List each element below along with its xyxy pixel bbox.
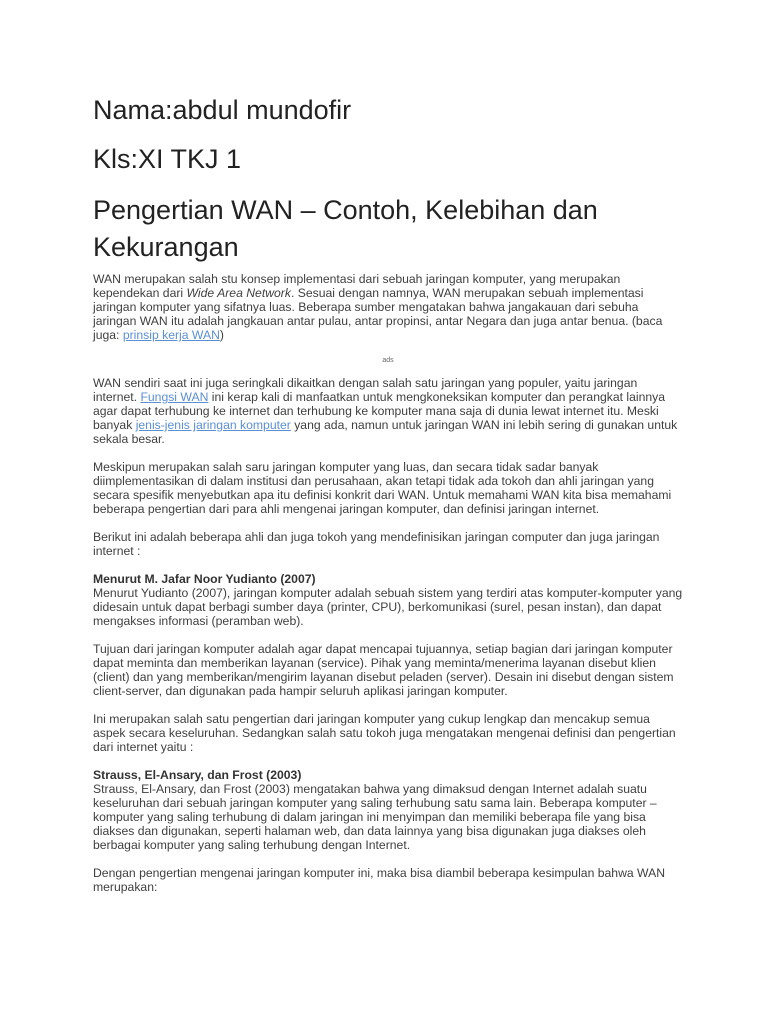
paragraph-text: ) (219, 328, 224, 342)
section-text: Strauss, El-Ansary, dan Frost (2003) mengatakan bahwa yang dimaksud dengan Internet adalah suatu keseluruhan dari sebuah jaringan komputer yang saling terhubung satu sama lain. Beberapa komputer – komputer yang saling terhubung di dalam jaringan ini menyimpan dan memiliki beberapa file yang bisa diakses dan digunakan, seperti halaman web, dan data lainnya yang bisa digunakan juga diakses oleh berbagai komputer yang saling terhubung dengan Internet. (93, 782, 657, 852)
student-name: Nama:abdul mundofir (93, 95, 352, 125)
paragraph-internet-intro: Ini merupakan salah satu pengertian dari jaringan komputer yang cukup lengkap dan mencakup semua aspek secara keseluruhan. Sedangkan salah satu tokoh juga mengatakan mengenai definisi dan pengertian dari internet yaitu : (93, 712, 676, 754)
paragraph-text: yang ada, namun untuk jaringan WAN ini lebih sering di gunakan untuk sekala besar. (93, 418, 678, 446)
paragraph-wan-internet (93, 376, 683, 446)
emphasis-text: Wide Area Network (186, 286, 291, 300)
paragraph-client-server: Tujuan dari jaringan komputer adalah agar dapat mencapai tujuannya, setiap bagian dari jaringan komputer dapat meminta dan memberikan layanan (service). Pihak yang meminta/menerima layanan disebut klien (client) dan yang memberikan/mengirim layanan disebut peladen (server). Desain ini disebut dengan sistem client-server, dan digunakan pada hampir seluruh aplikasi jaringan komputer. (93, 642, 674, 698)
student-class: Kls:XI TKJ 1 (93, 144, 242, 174)
paragraph-experts-intro: Berikut ini adalah beberapa ahli dan juga tokoh yang mendefinisikan jaringan computer dan juga jaringan internet : (93, 530, 660, 558)
link-fungsi-wan[interactable]: Fungsi WAN (140, 390, 209, 404)
section-heading: Menurut M. Jafar Noor Yudianto (2007) (93, 572, 316, 586)
link-prinsip-kerja-wan[interactable]: prinsip kerja WAN (122, 328, 220, 342)
article-body (93, 272, 683, 908)
paragraph-text: WAN sendiri saat ini juga seringkali dikaitkan dengan salah satu jaringan yang populer, yaitu jaringan internet. (93, 376, 638, 404)
paragraph-definition: Meskipun merupakan salah saru jaringan komputer yang luas, dan secara tidak sadar banyak diimplementasikan di dalam institusi dan perusahaan, akan tetapi tidak ada tokoh dan ahli jaringan yang secara spesifik menyebutkan apa itu definisi konkrit dari WAN. Untuk memahami WAN kita bisa memahami beberapa pengertian dari para ahli mengenai jaringan komputer, dan definisi jaringan internet. (93, 460, 672, 516)
paragraph-text: . Sesuai dengan namnya, WAN merupakan sebuah implementasi jaringan komputer yang sifatnya luas. Beberapa sumber mengatakan bahwa jangakauan dari sebuha jaringan WAN itu adalah jangkauan antar pulau, antar propinsi, antar Negara dan juga antar benua. (baca juga: (93, 286, 663, 342)
ads-label: ads (382, 357, 394, 364)
section-strauss (93, 768, 683, 852)
section-yudianto (93, 572, 683, 628)
section-text: Menurut Yudianto (2007), jaringan komputer adalah sebuah sistem yang terdiri atas komputer-komputer yang didesain untuk dapat berbagi sumber daya (printer, CPU), berkomunikasi (surel, pesan instan), dan dapat mengakses informasi (peramban web). (93, 586, 683, 628)
link-jenis-jaringan[interactable]: jenis-jenis jaringan komputer (135, 418, 291, 432)
paragraph-conclusion: Dengan pengertian mengenai jaringan komputer ini, maka bisa diambil beberapa kesimpulan bahwa WAN merupakan: (93, 866, 666, 894)
paragraph-text: ini kerap kali di manfaatkan untuk mengkoneksikan komputer dan perangkat lainnya agar dapat terhubung ke internet dan terhubung ke komputer mana saja di dunia lewat internet itu. Meski banyak (93, 390, 666, 432)
paragraph-text: WAN merupakan salah stu konsep implementasi dari sebuah jaringan komputer, yang merupakan kependekan dari (93, 272, 621, 300)
section-heading: Strauss, El-Ansary, dan Frost (2003) (93, 768, 302, 782)
article-title: Pengertian WAN – Contoh, Kelebihan dan Kekurangan (93, 195, 598, 262)
paragraph-intro (93, 272, 683, 342)
